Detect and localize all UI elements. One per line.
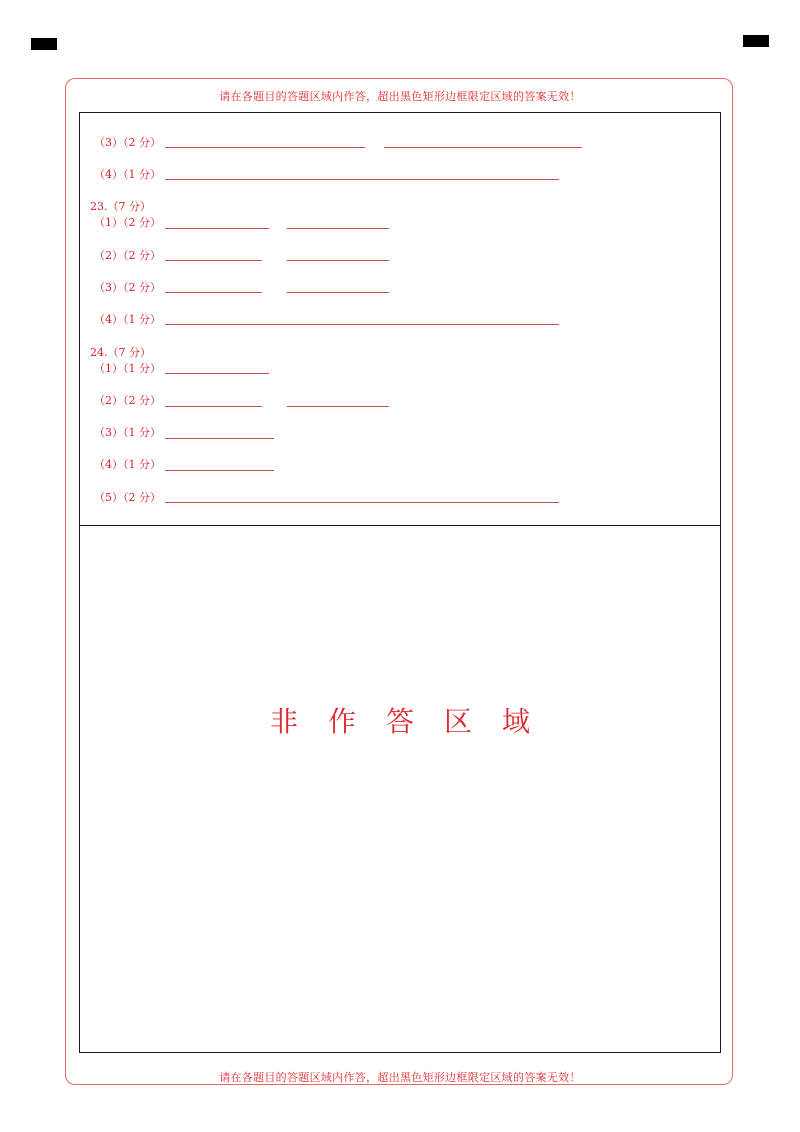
q24-item-2-blank-1[interactable] [165, 406, 262, 407]
q24-item-4-label: （4）（1 分） [94, 458, 161, 471]
q23-item-4-label: （4）（1 分） [94, 313, 161, 326]
q23-item-2-blank-1[interactable] [165, 260, 262, 261]
q22-item-3-label: （3）（2 分） [94, 136, 161, 149]
notice-bottom: 请在各题目的答题区域内作答，超出黑色矩形边框限定区域的答案无效！ [219, 1071, 581, 1084]
q23-item-1-label: （1）（2 分） [94, 216, 161, 229]
non-answer-box [79, 525, 721, 1053]
q23-item-2-blank-2[interactable] [287, 260, 389, 261]
q22-item-3-blank-1[interactable] [165, 147, 365, 148]
q23-item-3-blank-2[interactable] [287, 292, 389, 293]
q24-item-3-blank[interactable] [165, 438, 274, 439]
q24-item-4-blank[interactable] [165, 470, 274, 471]
q23-item-4-blank[interactable] [165, 324, 559, 325]
q24-item-2-blank-2[interactable] [287, 406, 389, 407]
alignment-marker-left [31, 38, 57, 50]
q23-item-1-blank-1[interactable] [165, 228, 269, 229]
q23-item-1-blank-2[interactable] [287, 228, 389, 229]
answer-box [79, 112, 721, 526]
non-answer-area-label: 非作答区域 [269, 705, 560, 738]
alignment-marker-right [743, 35, 769, 47]
q24-item-5-blank[interactable] [165, 502, 559, 503]
q24-item-2-label: （2）（2 分） [94, 394, 161, 407]
q23-item-2-label: （2）（2 分） [94, 249, 161, 262]
q24-item-1-blank[interactable] [165, 373, 269, 374]
q22-item-3-blank-2[interactable] [384, 147, 582, 148]
q22-item-4-blank[interactable] [165, 179, 559, 180]
q24-item-5-label: （5）（2 分） [94, 491, 161, 504]
q23-item-3-blank-1[interactable] [165, 292, 262, 293]
q24-item-1-label: （1）（1 分） [94, 362, 161, 375]
q24-heading: 24.（7 分） [90, 346, 151, 359]
q23-heading: 23.（7 分） [90, 200, 151, 213]
q23-item-3-label: （3）（2 分） [94, 281, 161, 294]
q22-item-4-label: （4）（1 分） [94, 168, 161, 181]
q24-item-3-label: （3）（1 分） [94, 426, 161, 439]
notice-top: 请在各题目的答题区域内作答，超出黑色矩形边框限定区域的答案无效！ [219, 90, 581, 103]
